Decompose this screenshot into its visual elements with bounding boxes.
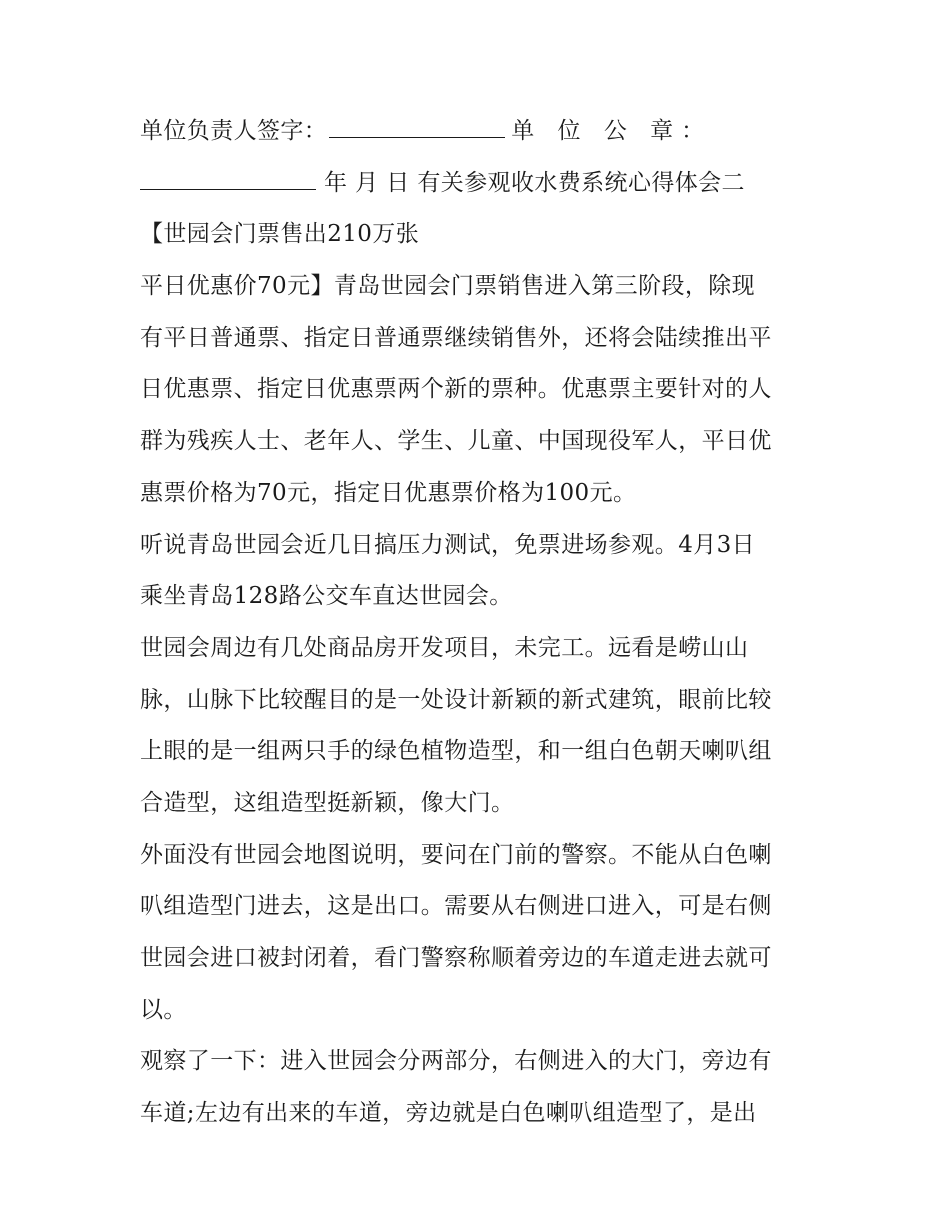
text-line: 惠票价格为70元，指定日优惠票价格为100元。 [140, 479, 637, 506]
date-title-line [140, 158, 820, 210]
text-line: 群为残疾人士、老年人、学生、儿童、中国现役军人，平日优 [140, 428, 772, 455]
text-line: 以。 [140, 996, 187, 1023]
text-line: 车道;左边有出来的车道，旁边就是白色喇叭组造型了，是出 [140, 1100, 757, 1127]
text-line: 听说青岛世园会近几日搞压力测试，免票进场参观。4月3日 [140, 531, 756, 558]
signature-line [140, 106, 820, 158]
seal-label: 单 位 公 章： [511, 118, 713, 144]
text-line: 日优惠票、指定日优惠票两个新的票种。优惠票主要针对的人 [140, 376, 772, 403]
signature-label: 单位负责人签字： [140, 118, 328, 144]
text-line: 叭组造型门进去，这是出口。需要从右侧进口进入，可是右侧 [140, 893, 772, 920]
document-body [140, 106, 820, 1140]
text-line: 世园会周边有几处商品房开发项目，未完工。远看是崂山山 [140, 634, 749, 661]
seal-blank [140, 169, 316, 190]
text-line: 世园会进口被封闭着，看门警察称顺着旁边的车道走进去就可 [140, 945, 772, 971]
date-label: 年 月 日 [324, 169, 410, 196]
text-line: 外面没有世园会地图说明，要问在门前的警察。不能从白色喇 [140, 841, 772, 868]
text-line: 有平日普通票、指定日普通票继续销售外，还将会陆续推出平 [140, 324, 772, 351]
text-line: 乘坐青岛128路公交车直达世园会。 [140, 583, 513, 610]
signature-blank [329, 117, 505, 138]
text-line: 观察了一下：进入世园会分两部分，右侧进入的大门，旁边有 [140, 1048, 772, 1075]
text-line: 合造型，这组造型挺新颖，像大门。 [140, 789, 515, 816]
text-line: 脉，山脉下比较醒目的是一处设计新颖的新式建筑，眼前比较 [140, 686, 772, 713]
text-line: 平日优惠价70元】青岛世园会门票销售进入第三阶段，除现 [140, 273, 756, 300]
text-line: 上眼的是一组两只手的绿色植物造型，和一组白色朝天喇叭组 [140, 738, 772, 765]
text-line: 【世园会门票售出210万张 [140, 221, 420, 248]
essay-title: 有关参观收水费系统心得体会二 [417, 169, 745, 196]
